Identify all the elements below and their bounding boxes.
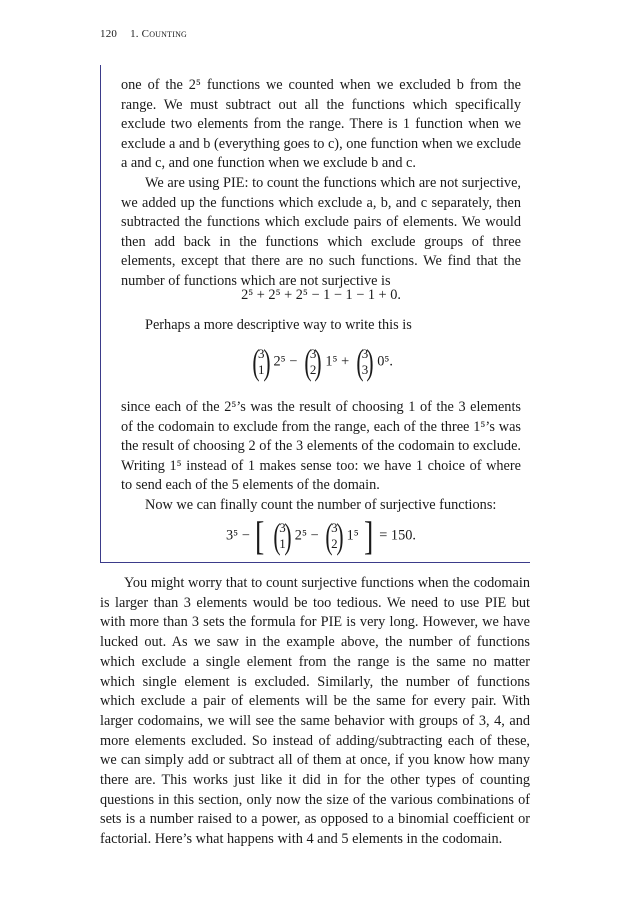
equation-1: 2⁵ + 2⁵ + 2⁵ − 1 − 1 − 1 + 0. <box>241 287 401 303</box>
eq3-tail: = 150. <box>379 527 416 544</box>
eq3-term-1: 2⁵ − <box>294 527 319 544</box>
example-paragraph-5: Now we can finally count the number of surjective functions: <box>145 496 497 513</box>
example-paragraph-4: since each of the 2⁵’s was the result of choosing 1 of the 3 elements of the codomain to exclude from the range, each of the three 1⁵’s was the result of choosing 2 of the 3 elements of the codomain to exclude. Writing 1⁵ instead of 1 makes sense too: we have 1 choice of where to send each of the 5 elements of the domain. <box>121 399 521 494</box>
binomial-3-1: ( 3 1 ) <box>252 342 271 382</box>
binomial-3-1: ( 3 1 ) <box>273 516 292 556</box>
example-bottom-rule <box>100 562 530 563</box>
eq3-term-2: 1⁵ <box>346 527 359 544</box>
binomial-3-3: ( 3 3 ) <box>356 342 374 382</box>
example-paragraph-3: Perhaps a more descriptive way to write this is <box>145 317 412 333</box>
equation-2 <box>121 344 521 380</box>
body-paragraph: You might worry that to count surjective functions when the codomain is larger than 3 elements would be too tedious. We need to use PIE but with more than 3 sets the formula for PIE is very long. However, we have lucked out. As we saw in the example above, the number of functions which exclude a single element from the range is the same no matter which single element is excluded. Similarly, the number of functions which exclude a pair of elements will be the same for every pair. With larger codomains, we will see the same behavior with groups of 3, 4, and more elements excluded. So instead of adding/subtracting each of these, we can simply add or subtract all of them at once, if you know how many there are. This works just like it did in for the other types of counting questions in this section, only now the size of the various combinations of sets is a number raised to a power, as opposed to a binomial coefficient or factorial. Here’s what happens with 4 and 5 elements in the codomain. <box>100 575 530 848</box>
running-header <box>100 28 187 40</box>
example-text-bottom <box>121 398 521 516</box>
example-text-top <box>121 76 521 292</box>
example-paragraph-3-wrap <box>121 316 521 336</box>
binomial-3-2: ( 3 2 ) <box>325 516 344 556</box>
equation-3: 3⁵ − [ ( 3 1 ) 2⁵ − ( 3 2 ) 1⁵ ] = 150. <box>226 513 416 558</box>
example-left-rule <box>100 65 101 563</box>
eq2-term-3: 0⁵. <box>377 353 393 370</box>
page-number: 120 <box>100 28 118 40</box>
eq2-term-2: 1⁵ + <box>325 353 350 370</box>
example-paragraph-1: one of the 2⁵ functions we counted when we excluded b from the range. We must subtract out all the functions which specifically exclude two elements from the range. There is 1 function when we exclude a and b (everything goes to c), one function when we exclude a and c, and one function when we exclude b and c. <box>121 77 521 172</box>
binomial-3-2: ( 3 2 ) <box>304 342 322 382</box>
example-paragraph-2: We are using PIE: to count the functions which are not surjective, we added up the functions which exclude a, b, and c separately, then subtracted the functions which exclude pairs of elements. We would then add back in the functions which exclude groups of three elements, except that there are no such functions. We find that the number of functions which are not surjective is <box>121 174 521 289</box>
chapter-title: 1. Counting <box>130 28 188 40</box>
body-text <box>100 574 530 850</box>
eq2-term-1: 2⁵ − <box>273 353 298 370</box>
eq3-lead: 3⁵ − <box>226 527 250 544</box>
